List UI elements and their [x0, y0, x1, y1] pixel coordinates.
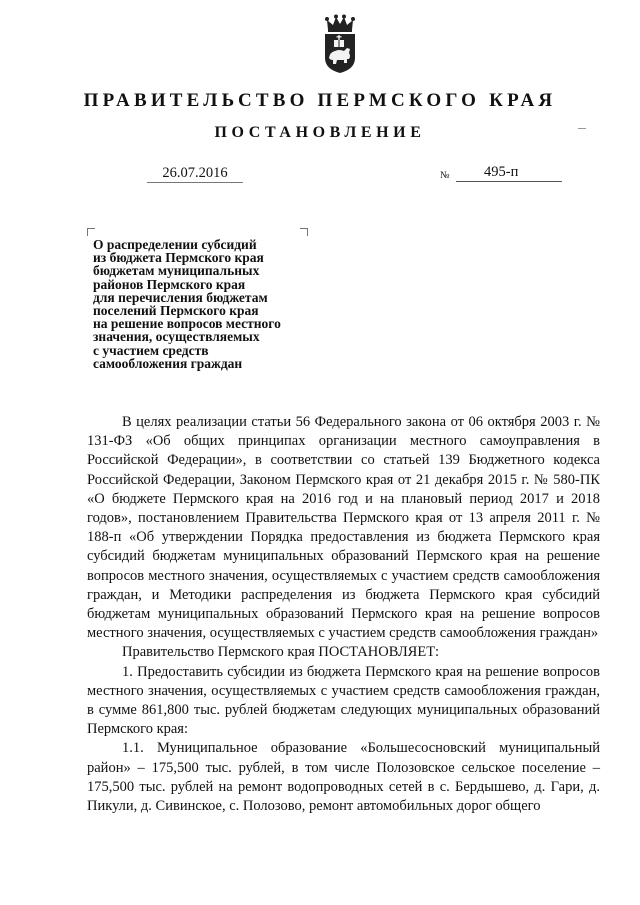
- subject-line: районов Пермского края: [93, 276, 246, 292]
- document-subject: [93, 238, 313, 370]
- preamble-paragraph: В целях реализации статьи 56 Федерального закона от 06 октября 2003 г. № 131-ФЗ «Об общих принципах организации местного самоуправления в Российской Федерации», в соответствии со статьей 139 Бюджетного кодекса Российской Федерации, Законом Пермского края от 21 декабря 2015 г. № 580-ПК «О бюджете Пермского края на 2016 год и на плановый период 2017 и 2018 годов», постановлением Правительства Пермского края от 13 апреля 2011 г. № 188-п «Об утверждении Порядка предоставления из бюджета Пермского края субсидий бюджетам муниципальных образований Пермского края на решение вопросов местного значения, осуществляемых с участием средств самообложения граждан, и Методики распределения из бюджета Пермского края субсидий бюджетам муниципальных образований Пермского края на решение вопросов местного значения, осуществляемых с участием средств самообложения граждан»: [87, 414, 600, 642]
- subject-line: на решение вопросов местного: [93, 316, 281, 332]
- subject-line: из бюджета Пермского края: [93, 250, 264, 266]
- document-date: 26.07.2016: [147, 164, 243, 183]
- subject-corner-right: [300, 228, 308, 236]
- decorative-tick: [578, 128, 586, 129]
- coat-of-arms-emblem: [319, 14, 361, 74]
- organization-title: ПРАВИТЕЛЬСТВО ПЕРМСКОГО КРАЯ: [83, 90, 557, 111]
- number-sign: №: [440, 170, 450, 181]
- document-body: [87, 413, 600, 816]
- item-1-1-paragraph: 1.1. Муниципальное образование «Большесосновский муниципальный район» – 175,500 тыс. рублей, в том числе Полозовское сельское поселение – 175,500 тыс. рублей на ремонт водопроводных сетей в с. Бердышево, д. Гари, д. Пикули, д. Сивинское, с. Полозово, ремонт автомобильных дорог общего: [87, 740, 600, 815]
- document-type-title: ПОСТАНОВЛЕНИЕ: [214, 124, 426, 141]
- subject-line: с участием средств: [93, 342, 209, 358]
- subject-corner-left: [87, 228, 95, 236]
- subject-line: для перечисления бюджетам: [93, 289, 268, 305]
- subject-line: значения, осуществляемых: [93, 329, 260, 345]
- subject-line: самообложения граждан: [93, 355, 243, 371]
- subject-line: О распределении субсидий: [93, 237, 257, 252]
- item-1-paragraph: 1. Предоставить субсидии из бюджета Пермского края на решение вопросов местного значения, осуществляемых с участием средств самообложения граждан, в сумме 861,800 тыс. рублей бюджетам следующих муниципальных образований Пермского края:: [87, 663, 600, 738]
- subject-line: бюджетам муниципальных: [93, 263, 260, 279]
- resolves-paragraph: Правительство Пермского края ПОСТАНОВЛЯЕТ:: [122, 644, 440, 661]
- document-number: 495-п: [456, 163, 562, 182]
- subject-line: поселений Пермского края: [93, 303, 259, 319]
